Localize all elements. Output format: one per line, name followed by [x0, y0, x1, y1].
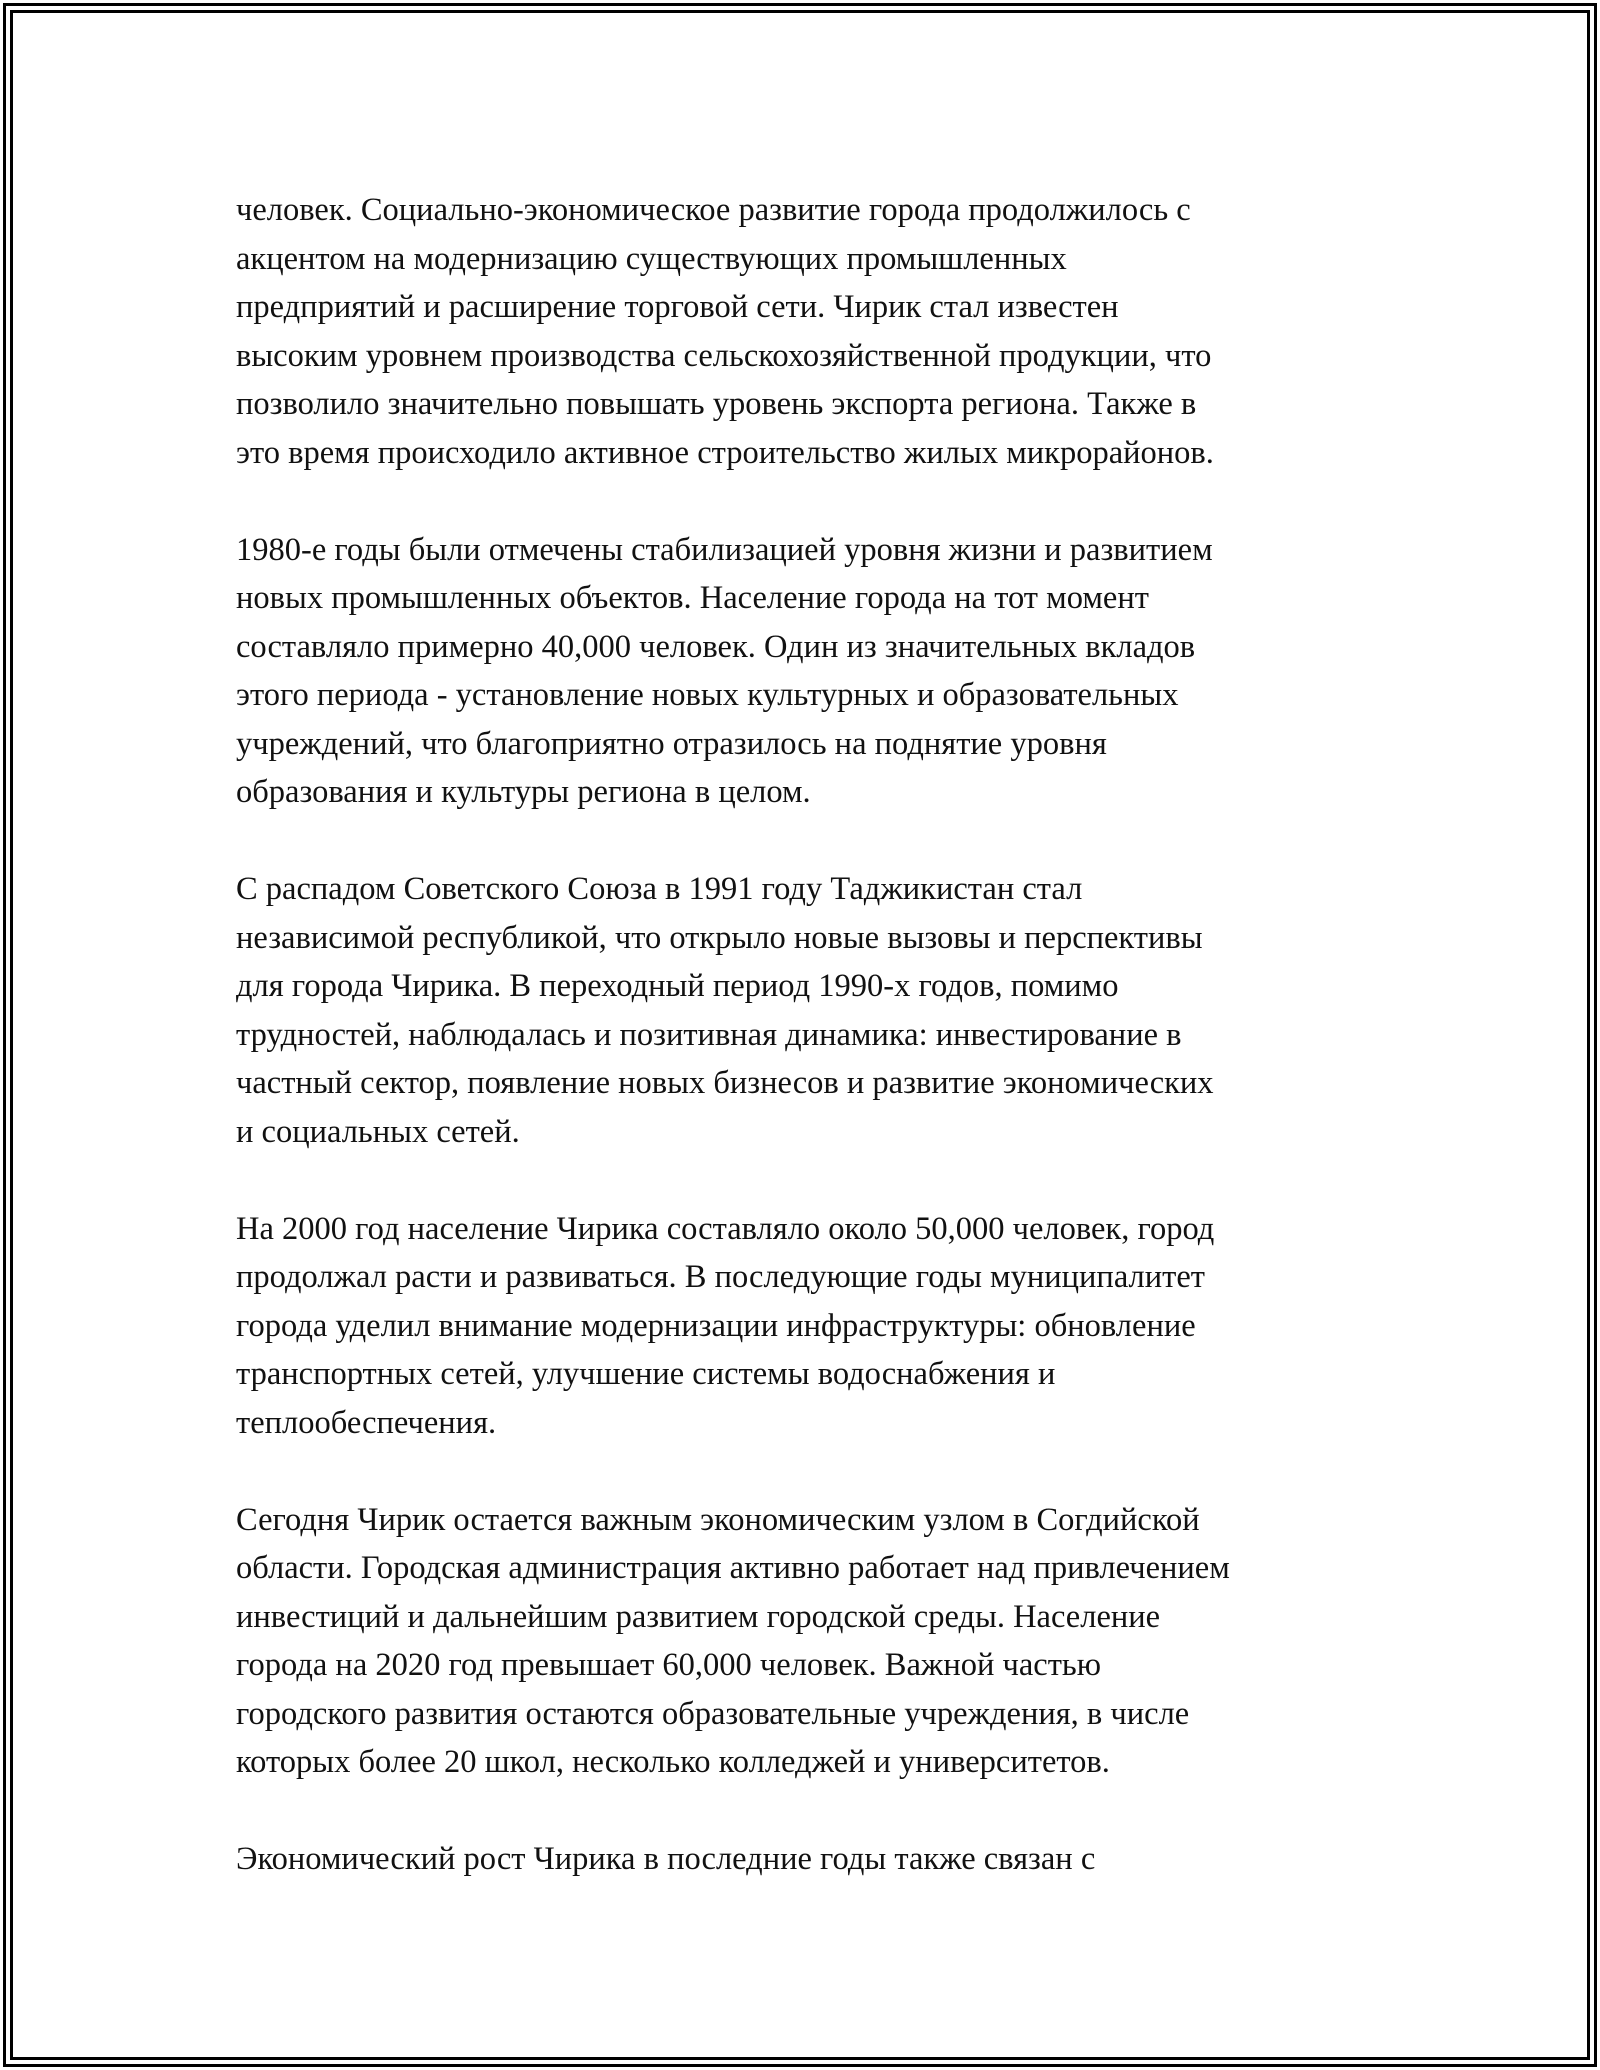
text-line: образования и культуры региона в целом.: [236, 774, 811, 810]
text-line: С распадом Советского Союза в 1991 году Таджикистан стал: [236, 871, 1083, 907]
paragraph-2: [236, 526, 1386, 817]
paragraph-1: [236, 186, 1386, 477]
text-line: 1980-е годы были отмечены стабилизацией уровня жизни и развитием: [236, 531, 1213, 568]
text-line: это время происходило активное строительство жилых микрорайонов.: [236, 434, 1214, 471]
text-line: трудностей, наблюдалась и позитивная динамика: инвестирование в: [236, 1016, 1182, 1053]
text-line: этого периода - установление новых культурных и образовательных: [236, 677, 1179, 713]
text-line: высоким уровнем производства сельскохозяйственной продукции, что: [236, 337, 1212, 374]
text-line: теплообеспечения.: [236, 1404, 497, 1441]
text-line: независимой республикой, что открыло новые вызовы и перспективы: [236, 919, 1203, 956]
text-line: акцентом на модернизацию существующих промышленных: [236, 240, 1067, 277]
text-line: человек. Социально-экономическое развитие города продолжилось с: [236, 192, 1191, 228]
text-line: и социальных сетей.: [236, 1113, 520, 1150]
text-line: составляло примерно 40,000 человек. Один из значительных вкладов: [236, 628, 1196, 665]
text-line: транспортных сетей, улучшение системы водоснабжения и: [236, 1356, 1056, 1392]
text-line: новых промышленных объектов. Население города на тот момент: [236, 580, 1149, 616]
text-line: города на 2020 год превышает 60,000 человек. Важной частью: [236, 1647, 1102, 1683]
text-line: области. Городская администрация активно работает над привлечением: [236, 1550, 1230, 1586]
text-line: инвестиций и дальнейшим развитием городской среды. Население: [236, 1598, 1161, 1635]
text-line: города уделил внимание модернизации инфраструктуры: обновление: [236, 1307, 1196, 1344]
text-line: позволило значительно повышать уровень экспорта региона. Также в: [236, 386, 1197, 422]
paragraph-4: [236, 1205, 1386, 1448]
text-line: частный сектор, появление новых бизнесов и развитие экономических: [236, 1065, 1214, 1101]
paragraph-3: [236, 865, 1386, 1156]
text-line: для города Чирика. В переходный период 1990-х годов, помимо: [236, 968, 1119, 1004]
text-line: предприятий и расширение торговой сети. Чирик стал известен: [236, 289, 1119, 325]
text-line: Экономический рост Чирика в последние годы также связан с: [236, 1841, 1096, 1877]
paragraph-5: [236, 1496, 1386, 1787]
text-line: которых более 20 школ, несколько колледжей и университетов.: [236, 1744, 1110, 1780]
paragraph-6: [236, 1835, 1386, 1884]
text-line: Сегодня Чирик остается важным экономическим узлом в Согдийской: [236, 1501, 1200, 1538]
text-line: продолжал расти и развиваться. В последующие годы муниципалитет: [236, 1259, 1205, 1295]
text-line: учреждений, что благоприятно отразилось на поднятие уровня: [236, 725, 1107, 762]
text-line: городского развития остаются образовательные учреждения, в числе: [236, 1695, 1190, 1732]
text-line: На 2000 год население Чирика составляло около 50,000 человек, город: [236, 1210, 1215, 1247]
document-body: [236, 186, 1386, 1932]
